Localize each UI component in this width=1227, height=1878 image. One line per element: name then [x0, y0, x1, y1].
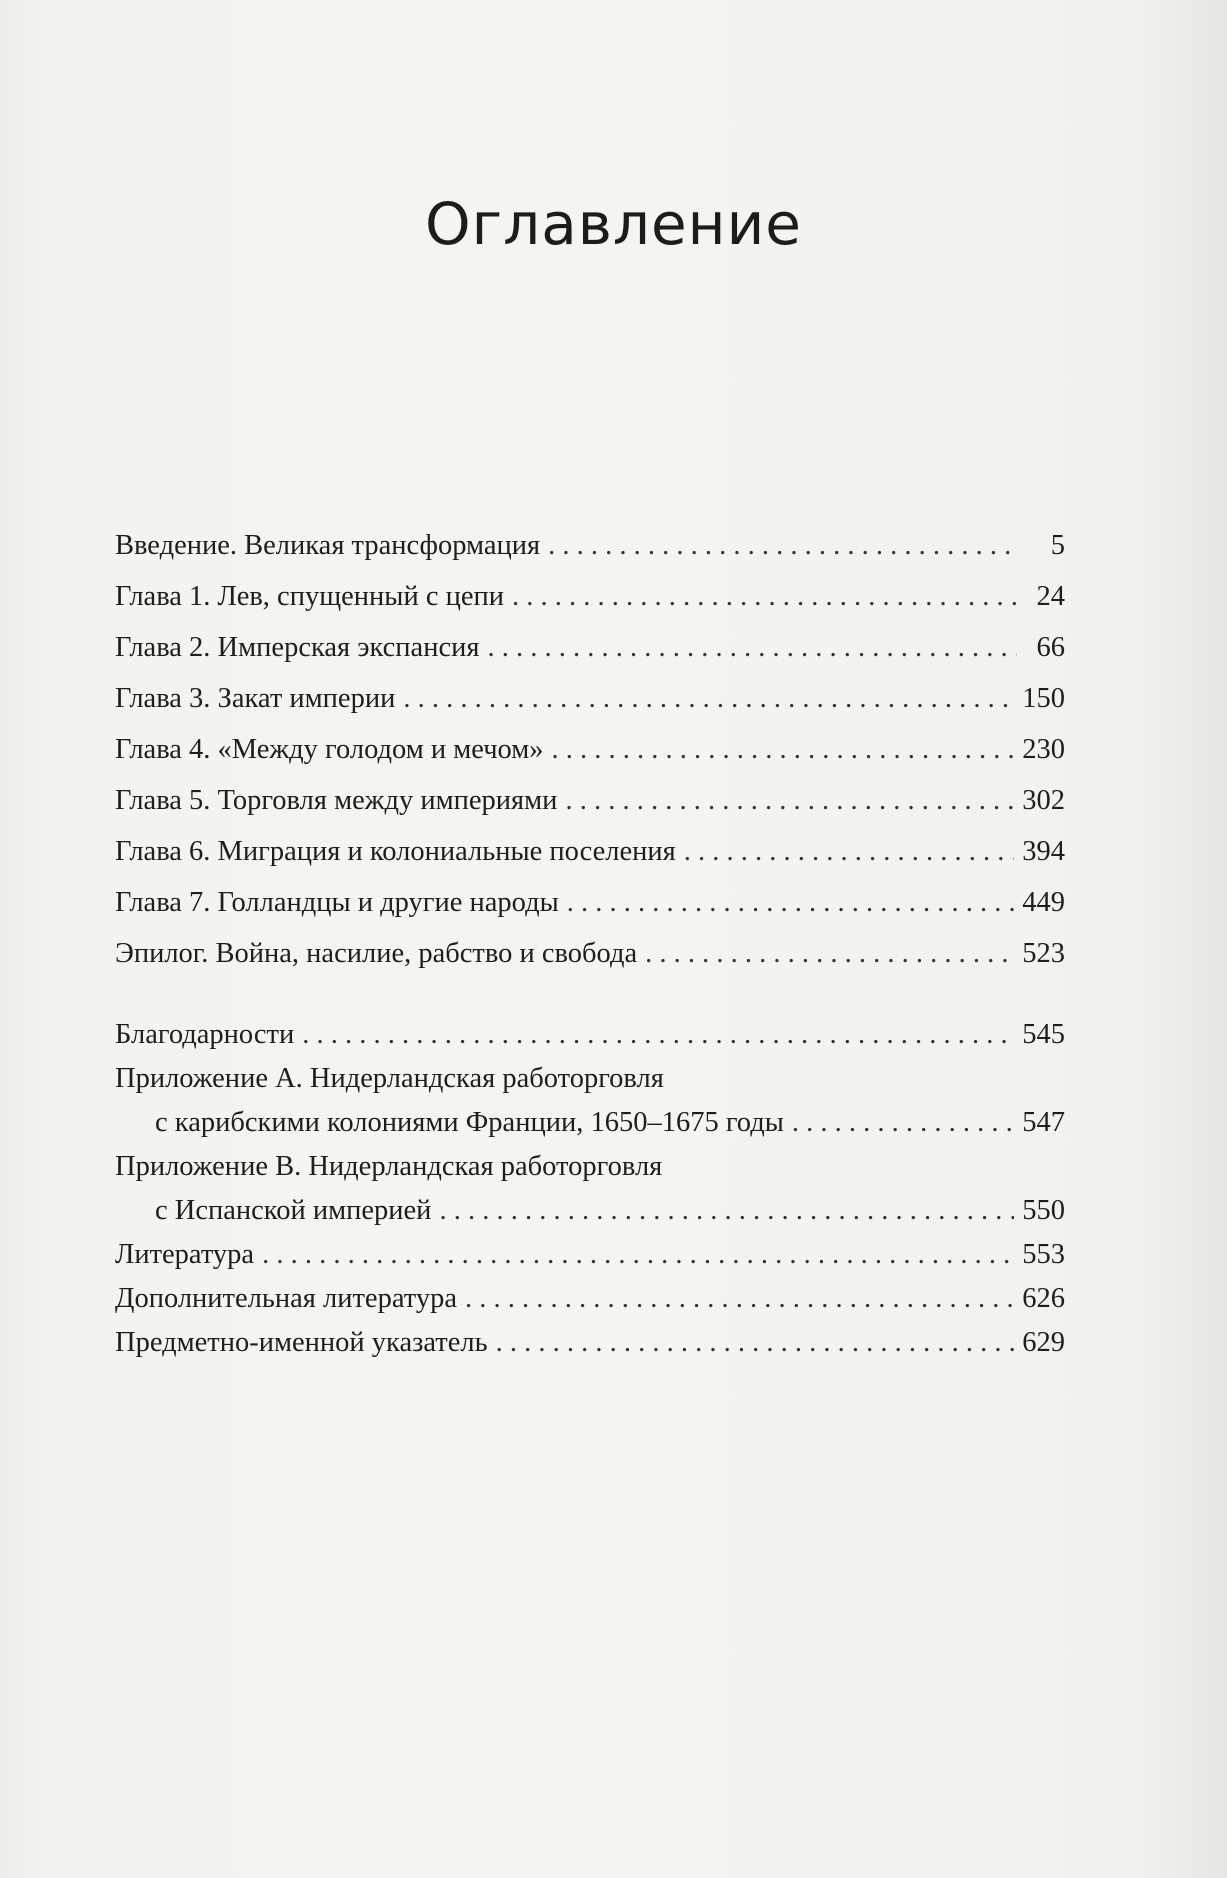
toc-entry-page: 302: [1022, 785, 1065, 816]
toc-entry-page: 24: [1036, 581, 1065, 612]
toc-entry-page: 5: [1050, 530, 1065, 561]
toc-entry-label: Эпилог. Война, насилие, рабство и свобода: [115, 938, 638, 969]
toc-entry-label: Глава 7. Голландцы и другие народы: [115, 887, 559, 918]
dot-leader: [792, 1101, 1014, 1145]
toc-entry-chapter-4: [115, 724, 1065, 775]
toc-entry-label: Литература: [115, 1239, 255, 1270]
toc-entry-page: 66: [1036, 632, 1065, 663]
dot-leader: [548, 520, 1017, 571]
toc-entry-chapter-3: [115, 673, 1065, 724]
dot-leader: [512, 571, 1017, 622]
toc-entry-introduction: [115, 520, 1065, 571]
toc-entry-label: Глава 5. Торговля между империями: [115, 785, 558, 816]
toc-entry-page: 523: [1022, 938, 1065, 969]
toc-entry-label: Глава 2. Имперская экспансия: [115, 632, 480, 663]
toc-entry-page: 547: [1022, 1107, 1065, 1138]
toc-entry-appendix-a-line1: Приложение A. Нидерландская работорговля: [115, 1063, 664, 1094]
toc-entry-appendix-b-line1: Приложение B. Нидерландская работорговля: [115, 1151, 663, 1182]
toc-entry-label: с Испанской империей: [155, 1195, 432, 1226]
toc-entry-label: Глава 4. «Между голодом и мечом»: [115, 734, 544, 765]
dot-leader: [262, 1233, 1014, 1277]
toc-entry-label: Благодарности: [115, 1019, 295, 1050]
dot-leader: [567, 877, 1015, 928]
toc-entry-page: 626: [1022, 1283, 1065, 1314]
dot-leader: [465, 1277, 1014, 1321]
toc-entry-page: 230: [1022, 734, 1065, 765]
dot-leader: [552, 724, 1015, 775]
toc-entry-appendix-a: [115, 1101, 1065, 1145]
toc-entry-label: Глава 3. Закат империи: [115, 683, 396, 714]
toc-entry-chapter-1: [115, 571, 1065, 622]
toc-entry-further-reading: [115, 1277, 1065, 1321]
toc-entry-index: [115, 1321, 1065, 1365]
dot-leader: [302, 1013, 1014, 1057]
toc-entry-page: 150: [1022, 683, 1065, 714]
dot-leader: [565, 775, 1014, 826]
toc-entry-chapter-6: [115, 826, 1065, 877]
toc-entry-epilogue: [115, 928, 1065, 979]
dot-leader: [403, 673, 1014, 724]
toc-entry-page: 545: [1022, 1019, 1065, 1050]
toc-entry-label: Глава 6. Миграция и колониальные поселения: [115, 836, 676, 867]
page-title: Оглавление: [425, 190, 802, 258]
toc-entry-label: с карибскими колониями Франции, 1650–1675 годы: [155, 1107, 784, 1138]
dot-leader: [684, 826, 1015, 877]
toc-entry-label: Введение. Великая трансформация: [115, 530, 541, 561]
dot-leader: [487, 622, 1017, 673]
toc-entry-chapter-5: [115, 775, 1065, 826]
toc-entry-page: 394: [1022, 836, 1065, 867]
toc-entry-literature: [115, 1233, 1065, 1277]
toc-entry-chapter-2: [115, 622, 1065, 673]
dot-leader: [439, 1189, 1014, 1233]
toc-entry-label: Дополнительная литература: [115, 1283, 457, 1314]
toc-entry-page: 550: [1022, 1195, 1065, 1226]
toc-entry-label: Глава 1. Лев, спущенный с цепи: [115, 581, 505, 612]
toc-entry-page: 553: [1022, 1239, 1065, 1270]
toc-back-matter-list: [115, 1013, 1065, 1365]
dot-leader: [645, 928, 1014, 979]
toc-entry-page: 629: [1022, 1327, 1065, 1358]
toc-main-list: [115, 520, 1065, 979]
dot-leader: [496, 1321, 1015, 1365]
toc-entry-label: Предметно-именной указатель: [115, 1327, 488, 1358]
toc-entry-appendix-b: [115, 1189, 1065, 1233]
toc-entry-page: 449: [1022, 887, 1065, 918]
toc-entry-chapter-7: [115, 877, 1065, 928]
toc-entry-acknowledgements: [115, 1013, 1065, 1057]
